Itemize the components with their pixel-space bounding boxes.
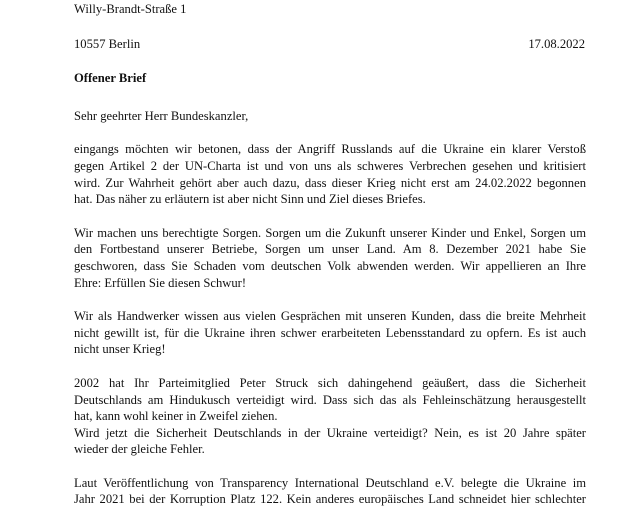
paragraph-line: hat. Das näher zu erläutern ist aber nicht Sinn und Ziel dieses Briefes. (74, 192, 426, 207)
paragraph-line: Laut Veröffentlichung von Transparency International Deutschland e.V. belegte die Ukraine im (74, 475, 586, 490)
paragraph-5 (74, 475, 586, 508)
paragraph-line: nicht unser Krieg! (74, 342, 166, 357)
spacer (74, 52, 586, 70)
letter-page (74, 0, 586, 508)
paragraph-line: 2002 hat Ihr Parteimitglied Peter Struck sich dahingehend geäußert, dass die Sicherheit (74, 375, 586, 390)
paragraph-line: Jahr 2021 bei der Korruption Platz 122. Kein anderes europäisches Land schneidet hier schlechter (74, 492, 586, 507)
spacer (74, 18, 586, 36)
paragraph-line: wird. Zur Wahrheit gehört aber auch dazu, dass dieser Krieg nicht erst am 24.02.2022 begonnen (74, 175, 586, 190)
paragraph-4 (74, 375, 586, 458)
paragraph-line: Ehre: Erfüllen Sie diesen Schwur! (74, 275, 247, 290)
address-city: 10557 Berlin (74, 36, 141, 51)
paragraph-line: Wir als Handwerker wissen aus vielen Gesprächen mit unseren Kunden, dass die breite Mehrheit (74, 309, 586, 324)
letter-subject: Offener Brief (74, 71, 147, 86)
spacer (74, 458, 586, 475)
salutation: Sehr geehrter Herr Bundeskanzler, (74, 108, 249, 123)
address-street: Willy-Brandt-Straße 1 (74, 2, 187, 16)
paragraph-line: den Fortbestand unserer Betriebe, Sorgen um unser Land. Am 8. Dezember 2021 habe Sie (74, 242, 586, 257)
paragraph-line: Wir machen uns berechtigte Sorgen. Sorgen um die Zukunft unserer Kinder und Enkel, Sorgen um (74, 225, 586, 240)
paragraph-2 (74, 225, 586, 291)
paragraph-line: nicht gewillt ist, für die Ukraine ihren schwer erarbeiteten Lebensstandard zu opfern. Es ist auch (74, 325, 586, 340)
paragraph-line: geschworen, dass Sie Schaden vom deutschen Volk abwenden werden. Wir appellieren an Ihre (74, 258, 586, 273)
paragraph-line: hat, kann wohl keiner in Zweifel ziehen. (74, 409, 278, 424)
paragraph-3 (74, 308, 586, 358)
letter-date: 17.08.2022 (528, 36, 585, 51)
spacer (74, 358, 586, 375)
paragraph-line: gegen Artikel 2 der UN-Charta ist und von uns als schweres Verbrechen gesehen und kritisiert (74, 158, 586, 173)
paragraph-line: Wird jetzt die Sicherheit Deutschlands in der Ukraine verteidigt? Nein, es ist 20 Jahre später (74, 425, 586, 440)
paragraph-1 (74, 141, 586, 207)
paragraph-line: eingangs möchten wir betonen, dass der Angriff Russlands auf die Ukraine ein klarer Verstoß (74, 142, 586, 157)
paragraph-line: Deutschlands am Hindukusch verteidigt wird. Dass sich das als Fehleinschätzung herausgestellt (74, 392, 586, 407)
spacer (74, 208, 586, 225)
address-date-row (74, 36, 585, 53)
paragraph-line: wieder der gleiche Fehler. (74, 442, 205, 457)
spacer (74, 87, 586, 108)
spacer (74, 291, 586, 308)
spacer (74, 124, 586, 141)
